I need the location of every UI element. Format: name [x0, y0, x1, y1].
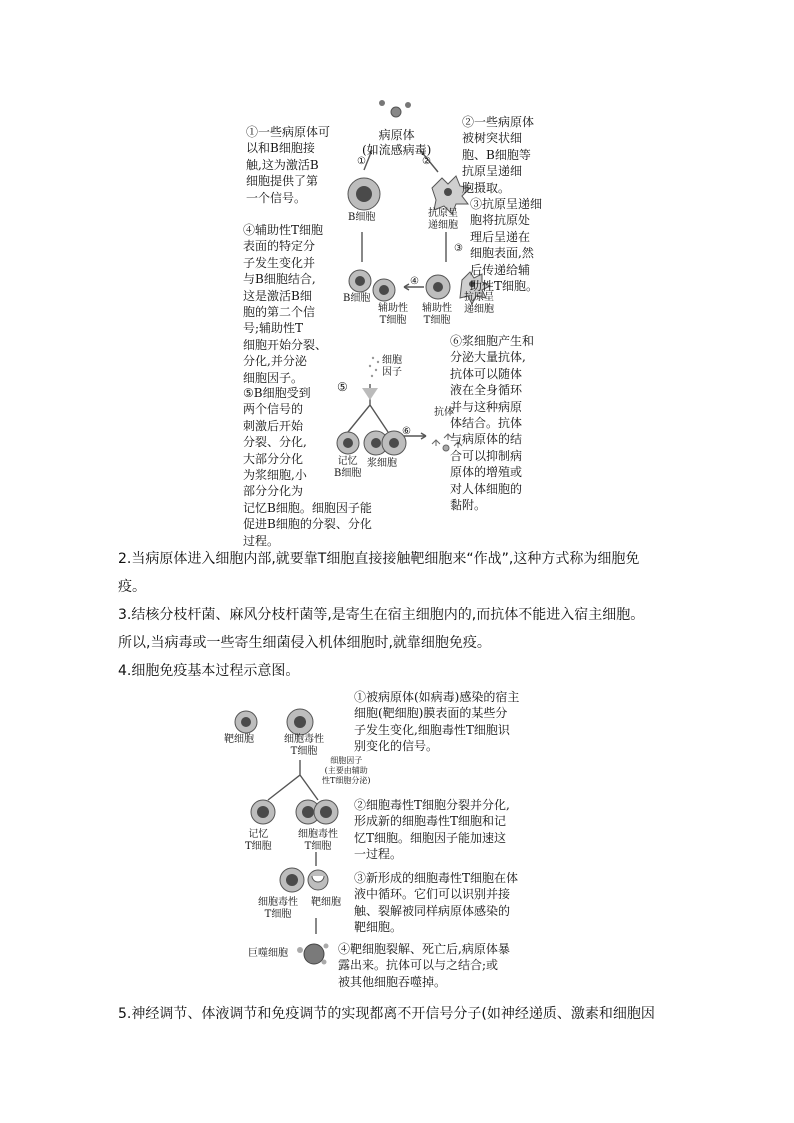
step-number-4: ④ — [410, 276, 419, 287]
ctl-2-icon — [296, 800, 338, 824]
paragraph-3: 3.结核分枝杆菌、麻风分枝杆菌等,是寄生在宿主细胞内的,而抗体不能进入宿主细胞。 所以,当病毒或一些寄生细菌侵入机体细胞时,就靠细胞免疫。 — [118, 607, 645, 651]
macrophage-icon — [297, 944, 329, 965]
step-number-6: ⑥ — [402, 426, 411, 437]
helper-t-label-2: 辅助性 T细胞 — [422, 303, 452, 326]
cytokine-label: 细胞 因子 — [382, 355, 402, 378]
humoral-note-4: ④辅助性T细胞 表面的特定分 子发生变化并 与B细胞结合, 这是激活B细 胞的第二个信 号;辅助性T 细胞开始分裂、 分化,并分泌 细胞因子。 — [243, 223, 328, 385]
ctl-label-2: 细胞毒性 T细胞 — [298, 829, 338, 852]
b-cell-label-2: B细胞 — [343, 293, 371, 304]
plasma-cell-label: 浆细胞 — [367, 458, 397, 469]
memory-t-cell-icon — [251, 800, 275, 824]
cellular-note-2: ②细胞毒性T细胞分裂并分化, 形成新的细胞毒性T细胞和记 忆T细胞。细胞因子能加速这 一过程。 — [354, 798, 510, 862]
step-number-1: ① — [357, 156, 366, 167]
paragraph-5: 5.神经调节、体液调节和免疫调节的实现都离不开信号分子(如神经递质、激素和细胞因 — [118, 1006, 655, 1022]
memory-b-label: 记忆 B细胞 — [334, 456, 362, 479]
humoral-note-3: ③抗原呈递细 胞将抗原处 理后呈递在 细胞表面,然 后传递给辅 助性T细胞。 — [470, 197, 543, 294]
paragraph-2: 2.当病原体进入细胞内部,就要靠T细胞直接接触靶细胞来“作战”,这种方式称为细胞免 疫。 — [118, 551, 640, 595]
cellular-note-3: ③新形成的细胞毒性T细胞在体 液中循环。它们可以识别并接 触、裂解被同样病原体感染的 靶细胞。 — [354, 871, 519, 935]
target-cell-label-2: 靶细胞 — [311, 897, 341, 908]
antibody-label: 抗体 — [434, 407, 454, 418]
cellular-branch-arrow — [268, 760, 318, 800]
cellular-note-1: ①被病原体(如病毒)感染的宿主 细胞(靶细胞)膜表面的某些分 子发生变化,细胞毒性T细胞识 别变化的信号。 — [354, 690, 520, 754]
ctl-3-icon — [280, 868, 304, 892]
humoral-note-1: ①一些病原体可 以和B细胞接 触,这为激活B 细胞提供了第 一个信号。 — [246, 125, 331, 205]
paragraph-4: 4.细胞免疫基本过程示意图。 — [118, 663, 300, 679]
macrophage-label: 巨噬细胞 — [248, 948, 288, 959]
ctl-1-icon — [287, 709, 313, 735]
target-cell-1-icon — [235, 711, 257, 733]
humoral-note-5: ⑤B细胞受到 两个信号的 刺激后开始 分裂、分化, 大部分分化 为浆细胞,小 部分分化为 记忆B细胞。细胞因子能 促进B细胞的分裂、分化 过程。 — [243, 386, 372, 548]
cellular-note-4: ④靶细胞裂解、死亡后,病原体暴 露出来。抗体可以与之结合;或 被其他细胞吞噬掉。 — [338, 942, 510, 989]
target-cell-label-1: 靶细胞 — [224, 734, 254, 745]
ctl-label-1: 细胞毒性 T细胞 — [284, 734, 324, 757]
step-number-3: ③ — [454, 243, 463, 254]
pathogen-label: 病原体 (如流感病毒) — [362, 128, 432, 157]
b-cell-label-1: B细胞 — [348, 212, 376, 223]
apc-label-1: 抗原呈 递细胞 — [428, 208, 458, 231]
humoral-note-2: ②一些病原体 被树突状细 胞、B细胞等 抗原呈递细 胞摄取。 — [462, 115, 535, 195]
memory-t-label: 记忆 T细胞 — [245, 829, 272, 852]
humoral-note-6: ⑥浆细胞产生和 分泌大量抗体, 抗体可以随体 液在全身循环 并与这种病原 体结合。抗体 与病原体的结 合可以抑制病 原体的增殖或 对人体细胞的 黏附。 — [450, 334, 535, 513]
apc-label-2: 抗原呈 递细胞 — [464, 292, 494, 315]
target-cell-2-icon — [308, 870, 328, 890]
step-number-2: ② — [422, 156, 431, 167]
step-number-5: ⑤ — [337, 380, 348, 394]
ctl-label-3: 细胞毒性 T细胞 — [258, 897, 298, 920]
helper-t-label-1: 辅助性 T细胞 — [378, 303, 408, 326]
cytokine-source-label: 细胞因子 (主要由辅助 性T细胞分泌) — [322, 756, 371, 785]
